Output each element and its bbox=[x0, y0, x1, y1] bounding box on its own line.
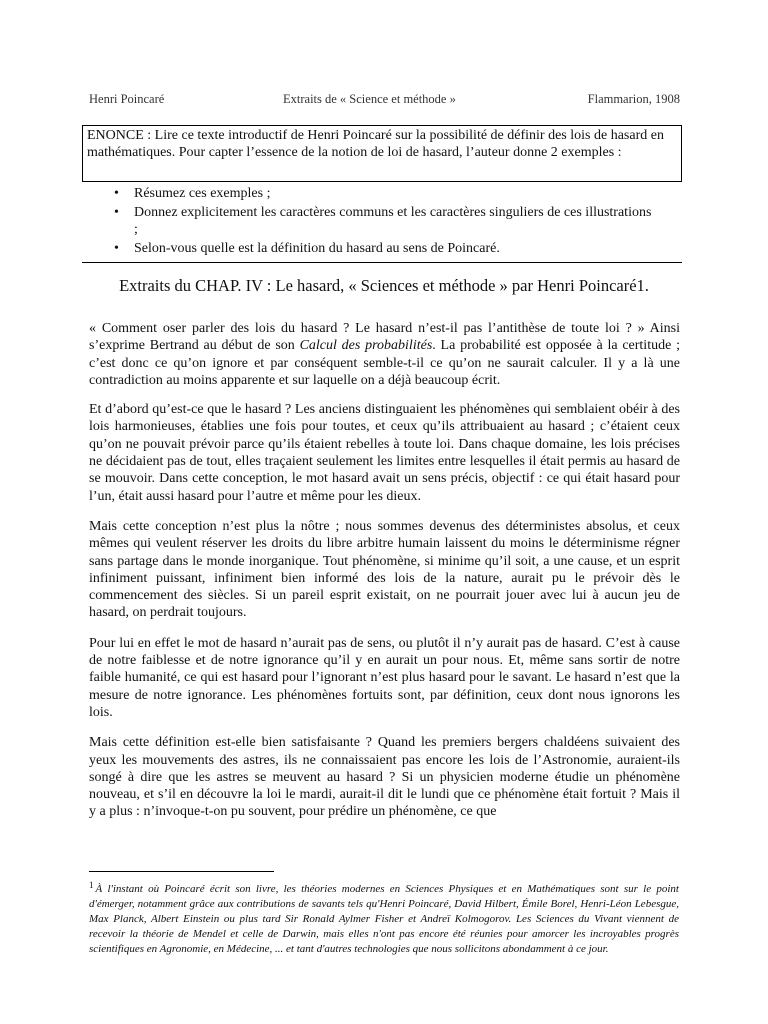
paragraph: Mais cette définition est-elle bien satisfaisante ? Quand les premiers bergers chaldéens suivaient des yeux les mouvements des astres, ils ne connaissaient pas encore les lois de l’Astronomie, auraient-ils songé à dire que les astres se meuvent au hasard ? Si un physicien moderne étudie un phénomène nouveau, et s’il en découvre la loi le mardi, aurait-il dit le lundi que ce phénomène était fortuit ? Mais il y a plus : n’invoque-t-on pu souvent, pour prédire un phénomène, ce que bbox=[89, 735, 680, 820]
header-author: Henri Poincaré bbox=[89, 92, 165, 106]
body-text bbox=[89, 320, 680, 834]
footnote-separator bbox=[89, 871, 274, 872]
page-header bbox=[89, 92, 680, 110]
paragraph: Mais cette conception n’est plus la nôtre ; nous sommes devenus des déterministes absolus, et ceux mêmes qui veulent réserver les droits du libre arbitre humain laissent du moins le déterminisme régner sans partage dans le monde inorganique. Tout phénomène, si minime qu’il soit, a une cause, et un esprit infiniment puissant, infiniment bien informé des lois de la nature, aurait pu le prévoir dès le commencement des siècles. Si un pareil esprit existait, on ne pourrait jouer avec lui à aucun jeu de hasard, on perdrait toujours. bbox=[89, 518, 680, 621]
paragraph-text: . La probabilité est opposée à la certitude ; c’est donc ce qu’on ignore et par conséquent semble-t-il ce qu’on ne saurait calculer. Il y a là une contradiction au moins apparente et sur laquelle on a déjà beaucoup écrit. bbox=[89, 338, 680, 388]
footnote-text: À l'instant où Poincaré écrit son livre, les théories modernes en Sciences Physiques et en Mathématiques sont sur le point d'émerger, notamment grâce aux contributions de savants tels qu'Henri Poincaré, David Hilbert, Émile Borel, Henri-Léon Lebesgue, Max Planck, Albert Einstein ou plus tard Sir Ronald Aylmer Fisher et Andreï Kolmogorov. Les Sciences du Vivant viennent de recevoir la théorie de Mendel et celle de Darwin, mais elles n'ont pas encore été réunies pour amorcer les incroyables progrès scientifiques en Agronomie, en Médecine, ... et tant d'autres technologies que nous sollicitons abondamment à ce jour. bbox=[89, 883, 679, 955]
paragraph: Et d’abord qu’est-ce que le hasard ? Les anciens distinguaient les phénomènes qui semblaient obéir à des lois harmonieuses, établies une fois pour toutes, et ceux qu’ils attribuaient au hasard ; c’étaient ceux qu’on ne pouvait prévoir parce qu’ils étaient rebelles à toute loi. Dans chaque domaine, les lois précises ne décidaient pas de tout, elles traçaient seulement les limites entre lesquelles il était permis au hasard de se mouvoir. Dans cette conception, le mot hasard avait un sens précis, objectif : ce qui était hasard pour l’un, était aussi hasard pour l’autre et même pour les dieux. bbox=[89, 402, 680, 504]
section-divider bbox=[82, 262, 682, 263]
task-item: • Résumez ces exemples ; bbox=[108, 185, 656, 202]
paragraph-text: « Comment oser parler des lois du hasard ? Le hasard n’est-il pas l’antithèse de toute loi ? » Ainsi s’exprime Bertrand au début de son bbox=[89, 321, 680, 354]
paragraph bbox=[89, 320, 680, 389]
footnote bbox=[89, 878, 679, 957]
task-list bbox=[108, 185, 656, 259]
header-source: Extraits de « Science et méthode » bbox=[283, 92, 456, 106]
task-item: • Selon-vous quelle est la définition du hasard au sens de Poincaré. bbox=[108, 240, 656, 257]
book-title: Calcul des probabilités bbox=[299, 338, 433, 354]
chapter-title: Extraits du CHAP. IV : Le hasard, « Sciences et méthode » par Henri Poincaré1. bbox=[119, 276, 649, 295]
header-publisher: Flammarion, 1908 bbox=[587, 92, 680, 106]
assignment-text: ENONCE : Lire ce texte introductif de Henri Poincaré sur la possibilité de définir des lois de hasard en mathématiques. Pour capter l’essence de la notion de loi de hasard, l’auteur donne 2 exemples : bbox=[87, 128, 664, 160]
task-item: • Donnez explicitement les caractères communs et les caractères singuliers de ces illustrations ; bbox=[108, 204, 656, 238]
assignment-box bbox=[82, 125, 682, 182]
paragraph: Pour lui en effet le mot de hasard n’aurait pas de sens, ou plutôt il n’y aurait pas de hasard. C’est à cause de notre faiblesse et de notre ignorance qu’il y en aurait un pour nous. Et, même sans sortir de notre faible humanité, ce qui est hasard pour l’ignorant n’est plus hasard pour le savant. Le hasard n’est que la mesure de notre ignorance. Les phénomènes fortuits sont, par définition, ceux dont nous ignorons les lois. bbox=[89, 635, 680, 720]
footnote-marker: 1 bbox=[89, 880, 94, 890]
